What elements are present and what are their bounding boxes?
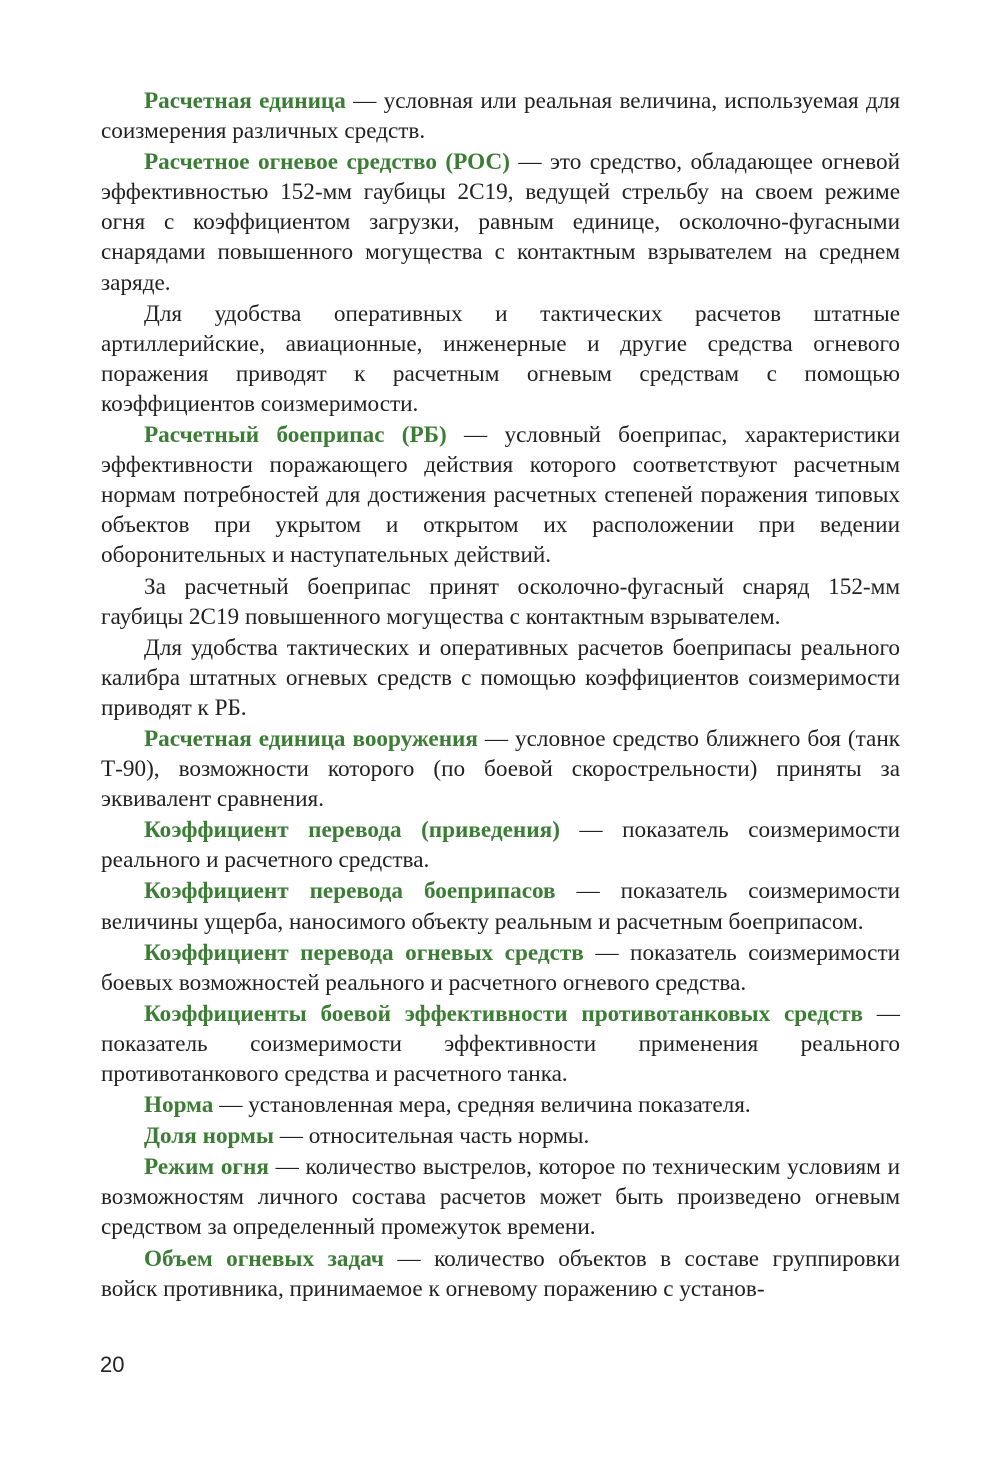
paragraph-4: [101, 420, 900, 570]
term: Расчетное огневое средство (РОС): [144, 149, 510, 176]
page-number: 20: [100, 1352, 125, 1377]
body-text: За расчетный боеприпас принят осколочно-фугасный снаряд 152-мм гаубицы 2С19 повышенного могущества с контактным взрывателем.: [101, 573, 900, 630]
definition-text: — установленная мера, средняя величина показателя.: [213, 1092, 751, 1119]
paragraph-12: [101, 1090, 900, 1120]
paragraph-3: [101, 299, 900, 419]
definition-text: — показатель соизмеримости боевых возможностей реального и расчетного огневого средства.: [101, 939, 900, 996]
page-body: [101, 86, 900, 1305]
paragraph-1: [101, 86, 900, 146]
term: Норма: [144, 1092, 214, 1119]
body-text: Для удобства тактических и оперативных расчетов боеприпасы реального калибра штатных огневых средств с помощью коэффициентов соизмеримости приводят к РБ.: [101, 634, 900, 721]
paragraph-8: [101, 815, 900, 875]
term: Расчетная единица: [144, 88, 346, 114]
paragraph-10: [101, 938, 900, 998]
term: Коэффициент перевода (приведения): [144, 817, 560, 844]
paragraph-2: [101, 147, 900, 297]
definition-text: — количество объектов в составе группировки войск противника, принимаемое к огневому поражению с установ-: [101, 1245, 900, 1302]
term: Коэффициенты боевой эффективности противотанковых средств: [144, 1000, 864, 1027]
body-text: Для удобства оперативных и тактических расчетов штатные артиллерийские, авиационные, инженерные и другие средства огневого поражения приводят к расчетным огневым средствам с помощью коэффициентов соизмеримости.: [101, 300, 900, 417]
paragraph-9: [101, 876, 900, 936]
definition-text: — количество выстрелов, которое по техническим условиям и возможностям личного состава расчетов может быть произведено огневым средством за определенный промежуток времени.: [101, 1154, 900, 1241]
term: Коэффициент перевода боеприпасов: [144, 878, 556, 905]
definition-text: — условное средство ближнего боя (танк Т-90), возможности которого (по боевой скорострельности) приняты за эквивалент сравнения.: [101, 725, 900, 813]
term: Расчетный боеприпас (РБ): [144, 422, 447, 449]
definition-text: — показатель соизмеримости величины ущерба, наносимого объекту реальным и расчетным боеприпасом.: [101, 878, 901, 935]
definition-text: — это средство, обладающее огневой эффективностью 152-мм гаубицы 2С19, ведущей стрельбу на своем режиме огня с коэффициентом загрузки, равным единице, осколочно-фугасными снарядами повышенного могущества с контактным взрывателем на среднем заряде.: [101, 149, 900, 296]
paragraph-15: [101, 1244, 900, 1304]
paragraph-5: [101, 572, 900, 632]
term: Коэффициент перевода огневых средств: [144, 939, 584, 966]
paragraph-13: [101, 1121, 900, 1151]
paragraph-6: [101, 633, 900, 723]
paragraph-7: [101, 724, 900, 814]
term: Расчетная единица вооружения: [144, 725, 478, 752]
definition-text: — условный боеприпас, характеристики эффективности поражающего действия которого соответствуют расчетным нормам потребностей для достижения расчетных степеней поражения типовых объектов при укрытом и открытом их расположении при ведении оборонительных и наступательных действий.: [101, 422, 900, 569]
definition-text: — условная или реальная величина, используемая для соизмерения различных средств.: [101, 88, 900, 145]
paragraph-11: [101, 999, 900, 1089]
definition-text: — относительная часть нормы.: [274, 1123, 590, 1150]
definition-text: — показатель соизмеримости эффективности применения реального противотанкового средства и расчетного танка.: [101, 1000, 900, 1087]
paragraph-14: [101, 1152, 900, 1242]
definition-text: — показатель соизмеримости реального и расчетного средства.: [101, 817, 900, 874]
term: Объем огневых задач: [144, 1245, 384, 1272]
term: Доля нормы: [144, 1123, 274, 1150]
term: Режим огня: [144, 1154, 269, 1181]
